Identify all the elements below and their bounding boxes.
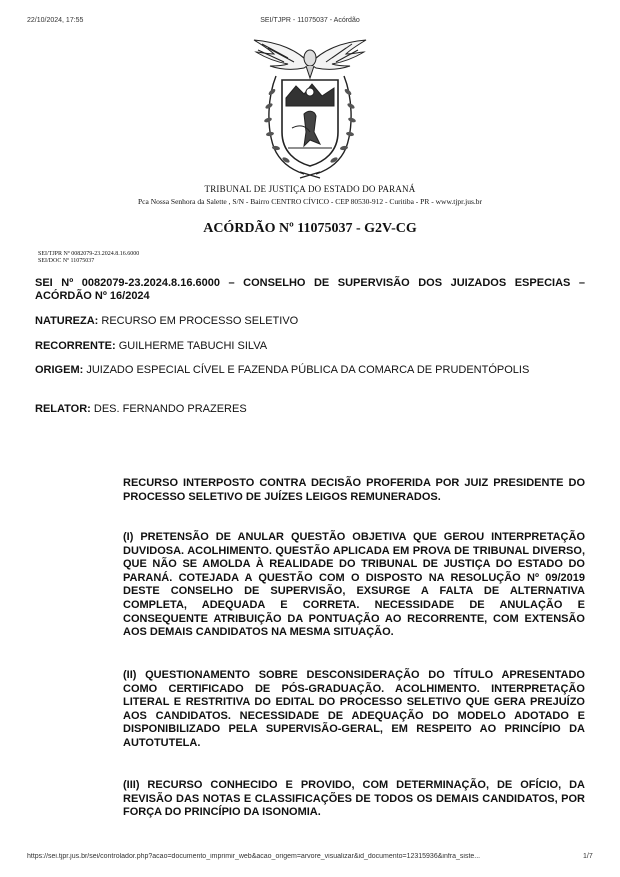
origem-label: ORIGEM: <box>35 364 84 376</box>
relator-value: DES. FERNANDO PRAZERES <box>93 403 247 415</box>
case-heading: SEI Nº 0082079-23.2024.8.16.6000 – CONSELHO DE SUPERVISÃO DOS JUIZADOS ESPECIAS – ACÓRDÃO Nº 16/2024 <box>35 277 585 302</box>
ementa-paragraph-1: RECURSO INTERPOSTO CONTRA DECISÃO PROFERIDA POR JUIZ PRESIDENTE DO PROCESSO SELETIVO DE JUÍZES LEIGOS REMUNERADOS. <box>123 477 585 503</box>
print-url: https://sei.tjpr.jus.br/sei/controlador.php?acao=documento_imprimir_web&acao_origem=arvore_visualizar&id_documento=12315936&infra_siste... <box>27 853 481 860</box>
page-number: 1/7 <box>583 853 593 860</box>
document-title: ACÓRDÃO Nº 11075037 - G2V-CG <box>203 221 417 236</box>
parana-coat-of-arms-icon <box>248 36 372 182</box>
field-origem <box>35 364 585 377</box>
print-datetime: 22/10/2024, 17:55 <box>27 17 84 24</box>
field-recorrente <box>35 340 585 353</box>
field-relator <box>35 403 585 416</box>
field-natureza <box>35 315 585 328</box>
process-ref: SEI/TJPR Nº 0082079-23.2024.8.16.6000 <box>38 251 140 257</box>
court-name: TRIBUNAL DE JUSTIÇA DO ESTADO DO PARANÁ <box>204 184 416 194</box>
ementa-paragraph-4: (III) RECURSO CONHECIDO E PROVIDO, COM DETERMINAÇÃO, DE OFÍCIO, DA REVISÃO DAS NOTAS E CLASSIFICAÇÕES DE TODOS OS DEMAIS CANDIDATOS, POR FORÇA DO PRINCÍPIO DA ISONOMIA. <box>123 779 585 819</box>
recorrente-label: RECORRENTE: <box>35 340 116 352</box>
doc-ref: SEI/DOC Nº 11075037 <box>38 258 95 264</box>
natureza-value: RECURSO EM PROCESSO SELETIVO <box>101 315 299 327</box>
natureza-label: NATUREZA: <box>35 315 99 327</box>
court-address: Pca Nossa Senhora da Salette , S/N - Bairro CENTRO CÍVICO - CEP 80530-912 - Curitiba - PR - www.tjpr.jus.br <box>138 197 482 206</box>
recorrente-value: GUILHERME TABUCHI SILVA <box>118 340 268 352</box>
ementa-paragraph-2: (I) PRETENSÃO DE ANULAR QUESTÃO OBJETIVA QUE GEROU INTERPRETAÇÃO DUVIDOSA. ACOLHIMENTO. QUESTÃO APLICADA EM PROVA DE TRIBUNAL DIVERSO, QUE NÃO SE AMOLDA À REALIDADE DO TRIBUNAL DE JUSTIÇA DO ESTADO DO PARANÁ. COTEJADA A QUESTÃO COM O DISPOSTO NA RESOLUÇÃO Nº 09/2019 DESTE CONSELHO DE SUPERVISÃO, EXSURGE A FALTA DE ALTERNATIVA COMPLETA, ADEQUADA E CORRETA. NECESSIDADE DE ANULAÇÃO E CONSEQUENTE ATRIBUIÇÃO DA PONTUAÇÃO AO RECORRENTE, COM EXTENSÃO AOS DEMAIS CANDIDATOS NA MESMA SITUAÇÃO. <box>123 531 585 639</box>
origem-value: JUIZADO ESPECIAL CÍVEL E FAZENDA PÚBLICA DA COMARCA DE PRUDENTÓPOLIS <box>86 364 530 376</box>
print-page-title: SEI/TJPR - 11075037 - Acórdão <box>260 17 360 24</box>
ementa-paragraph-3: (II) QUESTIONAMENTO SOBRE DESCONSIDERAÇÃO DO TÍTULO APRESENTADO COMO CERTIFICADO DE PÓS-GRADUAÇÃO. ACOLHIMENTO. INTERPRETAÇÃO LITERAL E RESTRITIVA DO EDITAL DO PROCESSO SELETIVO QUE GERA PREJUÍZO AOS CANDIDATOS. NECESSIDADE DE ADEQUAÇÃO DO MODELO ADOTADO E DISPONIBILIZADO PELA SUPERVISÃO-GERAL, EM RESPEITO AO PRINCÍPIO DA AUTOTUTELA. <box>123 669 585 749</box>
relator-label: RELATOR: <box>35 403 91 415</box>
